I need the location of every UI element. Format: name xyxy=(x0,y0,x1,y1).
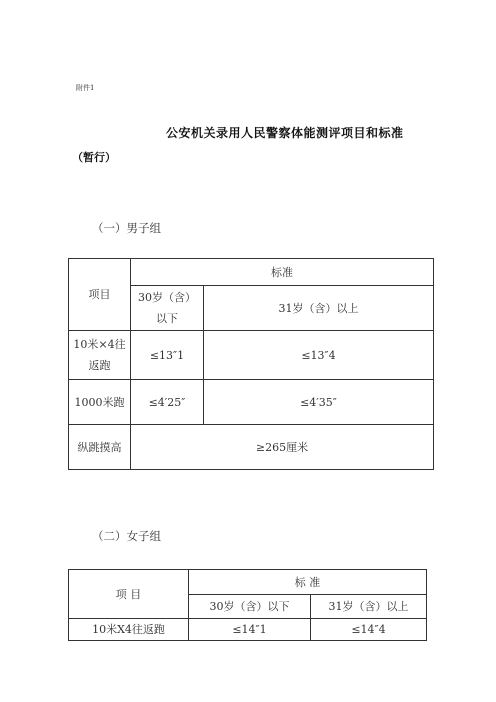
document-subtitle: （暂行） xyxy=(72,151,116,164)
male-standards-table xyxy=(68,258,434,470)
value-over31-cell: ≤14″4 xyxy=(311,619,427,641)
table-row xyxy=(69,331,434,380)
table-row xyxy=(69,425,434,470)
header-standard-cell: 标准 xyxy=(131,259,434,286)
value-over31-cell: ≤4′35″ xyxy=(204,380,434,425)
female-standards-table xyxy=(68,569,427,641)
header-over31-cell: 31岁（含）以上 xyxy=(204,286,434,331)
header-item-cell: 项 目 xyxy=(69,570,189,619)
attachment-label: 附件1 xyxy=(76,84,95,92)
table-header-row xyxy=(69,570,427,595)
header-standard-cell: 标 准 xyxy=(189,570,427,595)
male-group-heading: （一）男子组 xyxy=(92,221,161,235)
item-cell: 10米×4往返跑 xyxy=(69,331,131,380)
header-item-cell: 项目 xyxy=(69,259,131,331)
item-cell: 1000米跑 xyxy=(69,380,131,425)
value-over31-cell: ≤13″4 xyxy=(204,331,434,380)
header-under30-cell: 30岁（含）以下 xyxy=(189,595,311,619)
value-under30-cell: ≤14″1 xyxy=(189,619,311,641)
value-under30-cell: ≤4′25″ xyxy=(131,380,204,425)
document-title: 公安机关录用人民警察体能测评项目和标准 xyxy=(166,126,404,140)
item-cell: 纵跳摸高 xyxy=(69,425,131,470)
female-group-heading: （二）女子组 xyxy=(92,529,161,543)
item-cell: 10米X4往返跑 xyxy=(69,619,189,641)
header-over31-cell: 31岁（含）以上 xyxy=(311,595,427,619)
value-merged-cell: ≥265厘米 xyxy=(131,425,434,470)
table-row xyxy=(69,619,427,641)
header-under30-cell: 30岁（含）以下 xyxy=(131,286,204,331)
value-under30-cell: ≤13″1 xyxy=(131,331,204,380)
table-header-row xyxy=(69,259,434,286)
table-row xyxy=(69,380,434,425)
